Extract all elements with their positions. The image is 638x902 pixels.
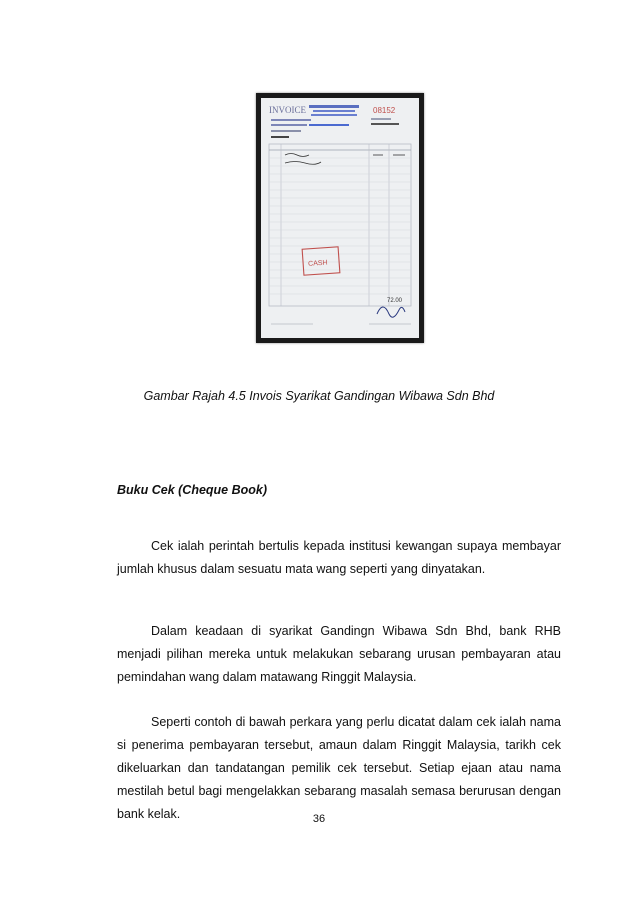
invoice-photo: [256, 93, 424, 343]
page-number: 36: [312, 813, 326, 825]
paragraph-2: Dalam keadaan di syarikat Gandingn Wibawa Sdn Bhd, bank RHB menjadi pilihan mereka untuk melakukan sebarang urusan pembayaran atau pemindahan wang dalam matawang Ringgit Malaysia.: [117, 624, 561, 684]
svg-text:CASH: CASH: [307, 259, 328, 268]
section-heading: Buku Cek (Cheque Book): [117, 483, 268, 497]
invoice-title-art: INVOICE: [269, 105, 306, 115]
invoice-image: [261, 98, 419, 338]
paragraph-3: Seperti contoh di bawah perkara yang perlu dicatat dalam cek ialah nama si penerima pembayaran tersebut, amaun dalam Ringgit Malaysia, tarikh cek dikeluarkan dan tandatangan pemilik cek tersebut. Setiap ejaan atau nama mestilah betul bagi mengelakkan sebarang masalah semasa berurusan dengan bank kelak.: [117, 715, 561, 821]
paragraph-1: Cek ialah perintah bertulis kepada institusi kewangan supaya membayar jumlah khusus dalam sesuatu mata wang seperti yang dinyatakan.: [117, 539, 561, 576]
figure-caption: Gambar Rajah 4.5 Invois Syarikat Gandingan Wibawa Sdn Bhd: [143, 389, 495, 403]
svg-text:08152: 08152: [373, 106, 396, 115]
svg-text:72.00: 72.00: [387, 298, 403, 304]
